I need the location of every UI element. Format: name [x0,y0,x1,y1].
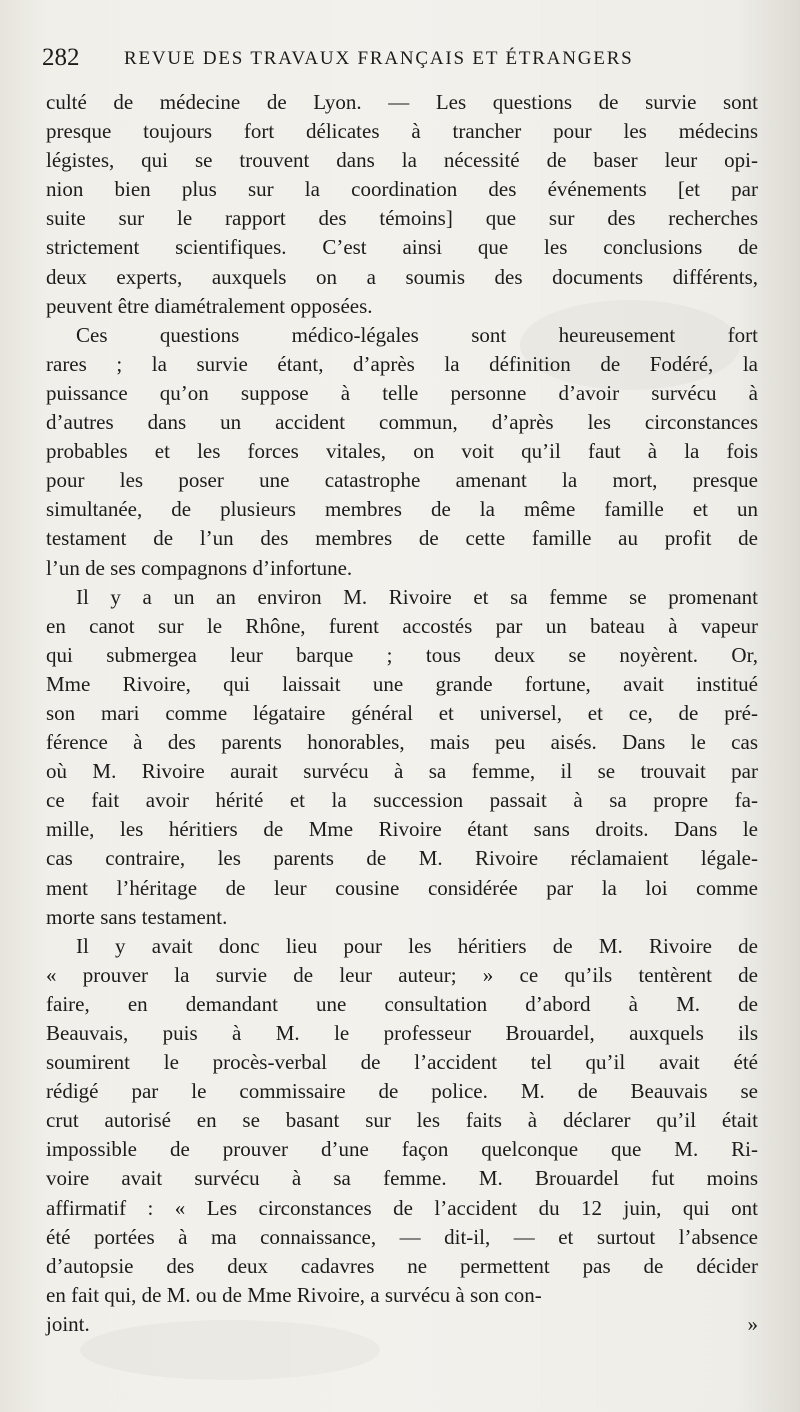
text-line: presque toujours fort délicates à trancher pour les médecins [46,119,758,144]
text-line: en canot sur le Rhône, furent accostés par un bateau à vapeur [46,613,758,638]
text-line: Ces questions médico-légales sont heureusement fort [76,322,758,347]
text-line: culté de médecine de Lyon. — Les questions de survie sont [46,90,758,114]
text-line: Mme Rivoire, qui laissait une grande fortune, avait institué [46,671,758,696]
text-line: l’un de ses compagnons d’infortune. [46,555,353,580]
page-header [42,44,682,78]
text-line: qui submergea leur barque ; tous deux se noyèrent. Or, [46,642,758,667]
text-line: « prouver la survie de leur auteur; » ce qu’ils tentèrent de [46,962,758,987]
text-line: puissance qu’on suppose à telle personne d’avoir survécu à [46,380,758,405]
text-line: rares ; la survie étant, d’après la définition de Fodéré, la [46,351,758,376]
text-line: pour les poser une catastrophe amenant la mort, presque [46,468,758,493]
text-line: où M. Rivoire aurait survécu à sa femme, il se trouvait par [46,759,758,784]
text-line: en fait qui, de M. ou de Mme Rivoire, a survécu à son con- [46,1282,542,1307]
text-line: férence à des parents honorables, mais peu aisés. Dans le cas [46,730,758,755]
text-line: strictement scientifiques. C’est ainsi que les conclusions de [46,235,758,260]
body-text [46,88,758,1339]
text-line: crut autorisé en se basant sur les faits à déclarer qu’il était [46,1108,758,1133]
text-line: Beauvais, puis à M. le professeur Brouardel, auxquels ils [46,1021,758,1045]
text-line: cas contraire, les parents de M. Rivoire réclamaient légale- [46,846,758,871]
text-line: voire avait survécu à sa femme. M. Brouardel fut moins [46,1166,758,1191]
text-line: joint. » [46,1311,758,1336]
text-line: impossible de prouver d’une façon quelconque que M. Ri- [46,1137,758,1162]
text-line: affirmatif : « Les circonstances de l’accident du 12 juin, qui ont [46,1195,758,1220]
text-line: nion bien plus sur la coordination des événements [et par [46,177,758,202]
running-title: REVUE DES TRAVAUX FRANÇAIS ET ÉTRANGERS [124,48,634,69]
text-line: testament de l’un des membres de cette famille au profit de [46,526,758,551]
text-line: faire, en demandant une consultation d’abord à M. de [46,991,758,1016]
text-line: rédigé par le commissaire de police. M. de Beauvais se [46,1079,758,1104]
text-line: ment l’héritage de leur cousine considérée par la loi comme [46,875,758,900]
text-line: deux experts, auxquels on a soumis des documents différents, [46,264,758,289]
text-line: soumirent le procès-verbal de l’accident tel qu’il avait été [46,1050,758,1075]
text-line: Il y avait donc lieu pour les héritiers de M. Rivoire de [76,933,758,958]
page-number: 282 [42,44,80,71]
text-line: légistes, qui se trouvent dans la nécessité de baser leur opi- [46,148,758,173]
text-line: morte sans testament. [46,904,228,929]
text-line: d’autopsie des deux cadavres ne permettent pas de décider [46,1253,758,1278]
text-line: son mari comme légataire général et universel, et ce, de pré- [46,700,758,725]
text-line: ce fait avoir hérité et la succession passait à sa propre fa- [46,788,758,813]
text-line: mille, les héritiers de Mme Rivoire étant sans droits. Dans le [46,817,758,842]
text-line: peuvent être diamétralement opposées. [46,293,373,318]
text-line: suite sur le rapport des témoins] que sur des recherches [46,206,758,231]
text-line: Il y a un an environ M. Rivoire et sa femme se promenant [76,584,758,609]
text-line: probables et les forces vitales, on voit qu’il faut à la fois [46,439,758,464]
text-line: été portées à ma connaissance, — dit-il, — et surtout l’absence [46,1224,758,1249]
text-line: simultanée, de plusieurs membres de la même famille et un [46,497,758,522]
text-line: d’autres dans un accident commun, d’après les circonstances [46,410,758,435]
